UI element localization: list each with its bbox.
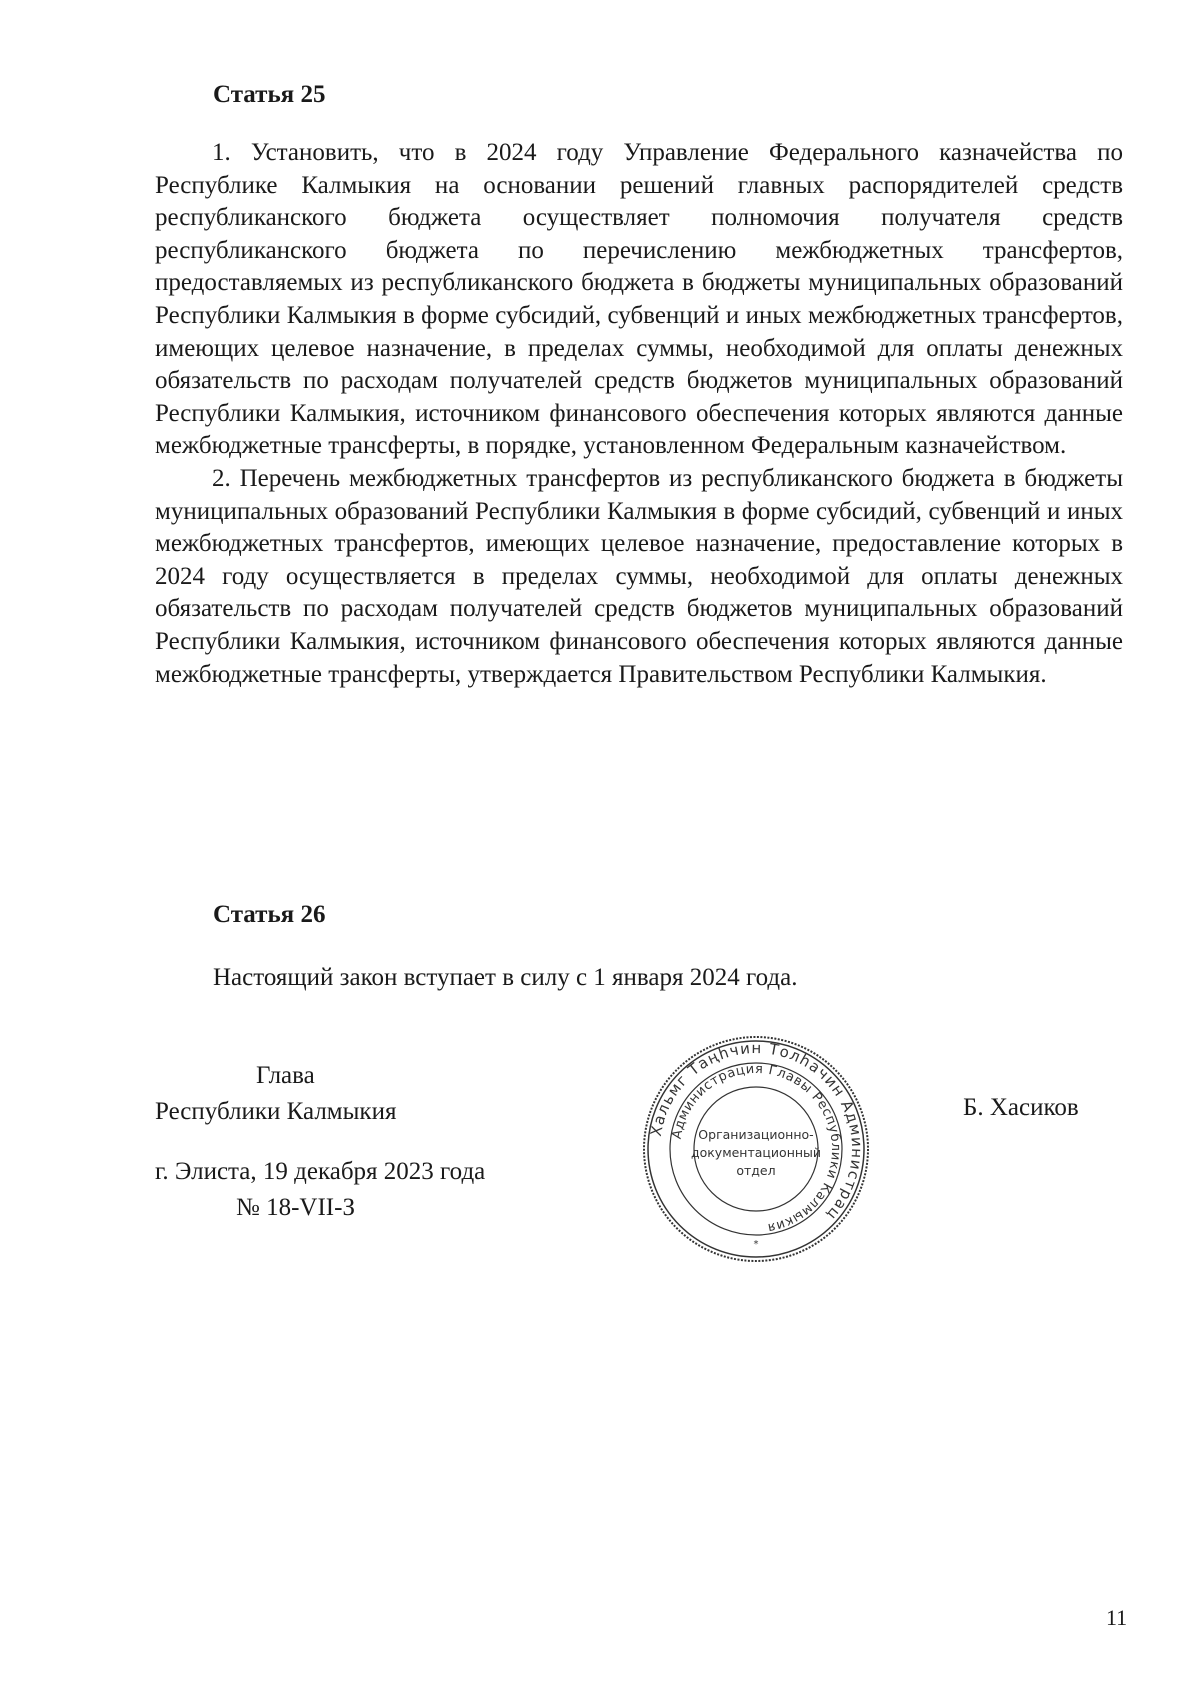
issuance-place-date: г. Элиста, 19 декабря 2023 года bbox=[155, 1158, 486, 1185]
article-25-heading: Статья 25 bbox=[213, 81, 326, 108]
signatory-title-line-1: Глава bbox=[256, 1062, 315, 1089]
issuance-details bbox=[155, 1154, 485, 1226]
seal-star-icon: * bbox=[753, 1239, 759, 1250]
seal-center-line-3: отдел bbox=[736, 1163, 776, 1178]
signatory-title bbox=[155, 1058, 396, 1130]
seal-inner-text: Администрация Главы Республики Калмыкия bbox=[669, 1061, 844, 1236]
article-26-text: Настоящий закон вступает в силу с 1 января 2024 года. bbox=[213, 964, 798, 991]
seal-center-line-2: документационный bbox=[690, 1145, 822, 1160]
article-25-paragraph-2: 2. Перечень межбюджетных трансфертов из республиканского бюджета в бюджеты муниципальных образований Республики Калмыкия в форме субсидий, субвенций и иных межбюджетных трансфертов, имеющих целевое назначение, предоставление которых в 2024 году осуществляется в пределах суммы, необходимой для оплаты денежных обязательств по расходам получателей средств бюджетов муниципальных образований Республики Калмыкия, источником финансового обеспечения которых являются данные межбюджетные трансферты, утверждается Правительством Республики Калмыкия. bbox=[155, 464, 1123, 688]
article-25-body bbox=[155, 137, 1123, 691]
page-number: 11 bbox=[1106, 1605, 1128, 1630]
official-seal bbox=[640, 1033, 872, 1265]
article-26-heading: Статья 26 bbox=[213, 901, 326, 928]
signatory-name: Б. Хасиков bbox=[963, 1094, 1079, 1121]
signatory-title-line-2: Республики Калмыкия bbox=[155, 1098, 397, 1125]
issuance-number: № 18-VII-З bbox=[236, 1194, 355, 1221]
seal-outer-text: Хальмг Таңһчин Толһачин Администрац bbox=[646, 1038, 867, 1225]
seal-center-line-1: Организационно- bbox=[698, 1127, 814, 1142]
article-25-paragraph-1: 1. Установить, что в 2024 году Управление Федерального казначейства по Республике Калмыкия на основании решений главных распорядителей средств республиканского бюджета осуществляет полномочия получателя средств республиканского бюджета по перечислению межбюджетных трансфертов, предоставляемых из республиканского бюджета в бюджеты муниципальных образований Республики Калмыкия в форме субсидий, субвенций и иных межбюджетных трансфертов, имеющих целевое назначение, в пределах суммы, необходимой для оплаты денежных обязательств по расходам получателей средств бюджетов муниципальных образований Республики Калмыкия, источником финансового обеспечения которых являются данные межбюджетные трансферты, в порядке, установленном Федеральным казначейством. bbox=[155, 139, 1123, 460]
